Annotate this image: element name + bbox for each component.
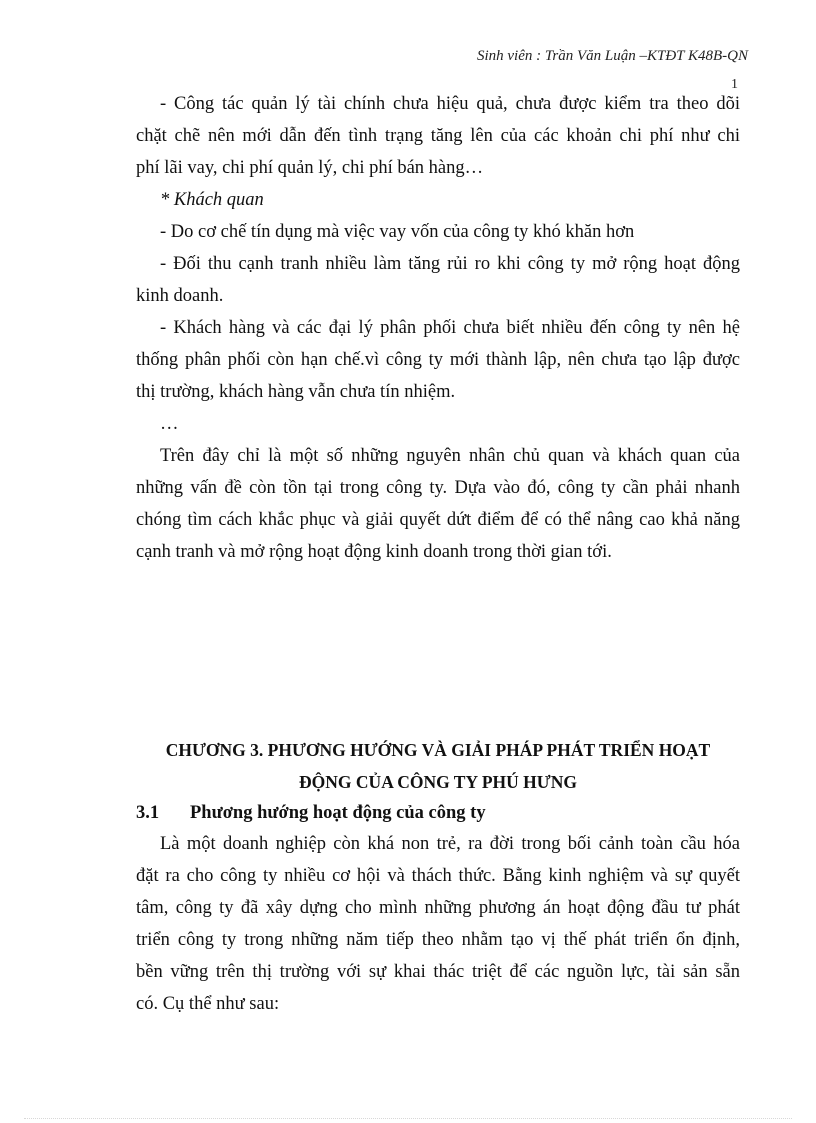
- causes-section: [136, 88, 740, 568]
- section-heading: [136, 798, 740, 828]
- subheading-khach-quan: * Khách quan: [160, 190, 264, 210]
- section-number: 3.1: [136, 803, 160, 823]
- paragraph-line: có. Cụ thể như sau:: [136, 994, 280, 1014]
- paragraph-line: đặt ra cho công ty nhiều cơ hội và thách thức. Bằng kinh nghiệm và sự quyết: [136, 866, 740, 886]
- paragraph-line: chặt chẽ nên mới dẫn đến tình trạng tăng lên của các khoản chi phí như chi: [136, 126, 740, 146]
- chapter-title-continued: ĐỘNG CỦA CÔNG TY PHÚ HƯNG: [299, 772, 577, 792]
- chapter-title: CHƯƠNG 3. PHƯƠNG HƯỚNG VÀ GIẢI PHÁP PHÁT TRIỂN HOẠT: [165, 740, 711, 760]
- paragraph-line: triển công ty trong những năm tiếp theo nhằm tạo vị thế phát triển ổn định,: [136, 930, 740, 950]
- paragraph-line: - Đối thu cạnh tranh nhiều làm tăng rủi ro khi công ty mở rộng hoạt động: [160, 254, 740, 274]
- paragraph-line: chóng tìm cách khắc phục và giải quyết dứt điểm để có thể nâng cao khả năng: [136, 510, 740, 530]
- running-header: Sinh viên : Trần Văn Luận –KTĐT K48B-QN: [476, 48, 748, 64]
- footer-divider: [24, 1118, 792, 1119]
- paragraph-line: thị trường, khách hàng vẫn chưa tín nhiệm.: [136, 382, 456, 402]
- paragraph-line: - Khách hàng và các đại lý phân phối chưa biết nhiều đến công ty nên hệ: [160, 318, 740, 338]
- paragraph-line: - Công tác quản lý tài chính chưa hiệu quả, chưa được kiểm tra theo dõi: [160, 94, 740, 114]
- paragraph-line: - Do cơ chế tín dụng mà việc vay vốn của công ty khó khăn hơn: [160, 222, 635, 242]
- paragraph-line: kinh doanh.: [136, 286, 224, 306]
- paragraph-line: thống phân phối còn hạn chế.vì công ty mới thành lập, nên chưa tạo lập được: [136, 350, 740, 370]
- paragraph-line: bền vững trên thị trường với sự khai thác triệt để các nguồn lực, tài sản sẵn: [136, 962, 740, 982]
- page-number: 1: [731, 77, 738, 92]
- paragraph-line: những vấn đề còn tồn tại trong công ty. Dựa vào đó, công ty cần phải nhanh: [136, 478, 740, 498]
- paragraph-line: Trên đây chỉ là một số những nguyên nhân chủ quan và khách quan của: [160, 446, 740, 466]
- section-title: Phương hướng hoạt động của công ty: [190, 803, 486, 823]
- chapter-section: [136, 734, 740, 1020]
- paragraph-line: Là một doanh nghiệp còn khá non trẻ, ra đời trong bối cảnh toàn cầu hóa: [160, 834, 740, 854]
- paragraph-line: cạnh tranh và mở rộng hoạt động kinh doanh trong thời gian tới.: [136, 542, 612, 562]
- paragraph-line: phí lãi vay, chi phí quản lý, chi phí bán hàng…: [136, 158, 484, 178]
- ellipsis-line: …: [160, 414, 179, 434]
- paragraph-line: tâm, công ty đã xây dựng cho mình những phương án hoạt động đầu tư phát: [136, 898, 740, 918]
